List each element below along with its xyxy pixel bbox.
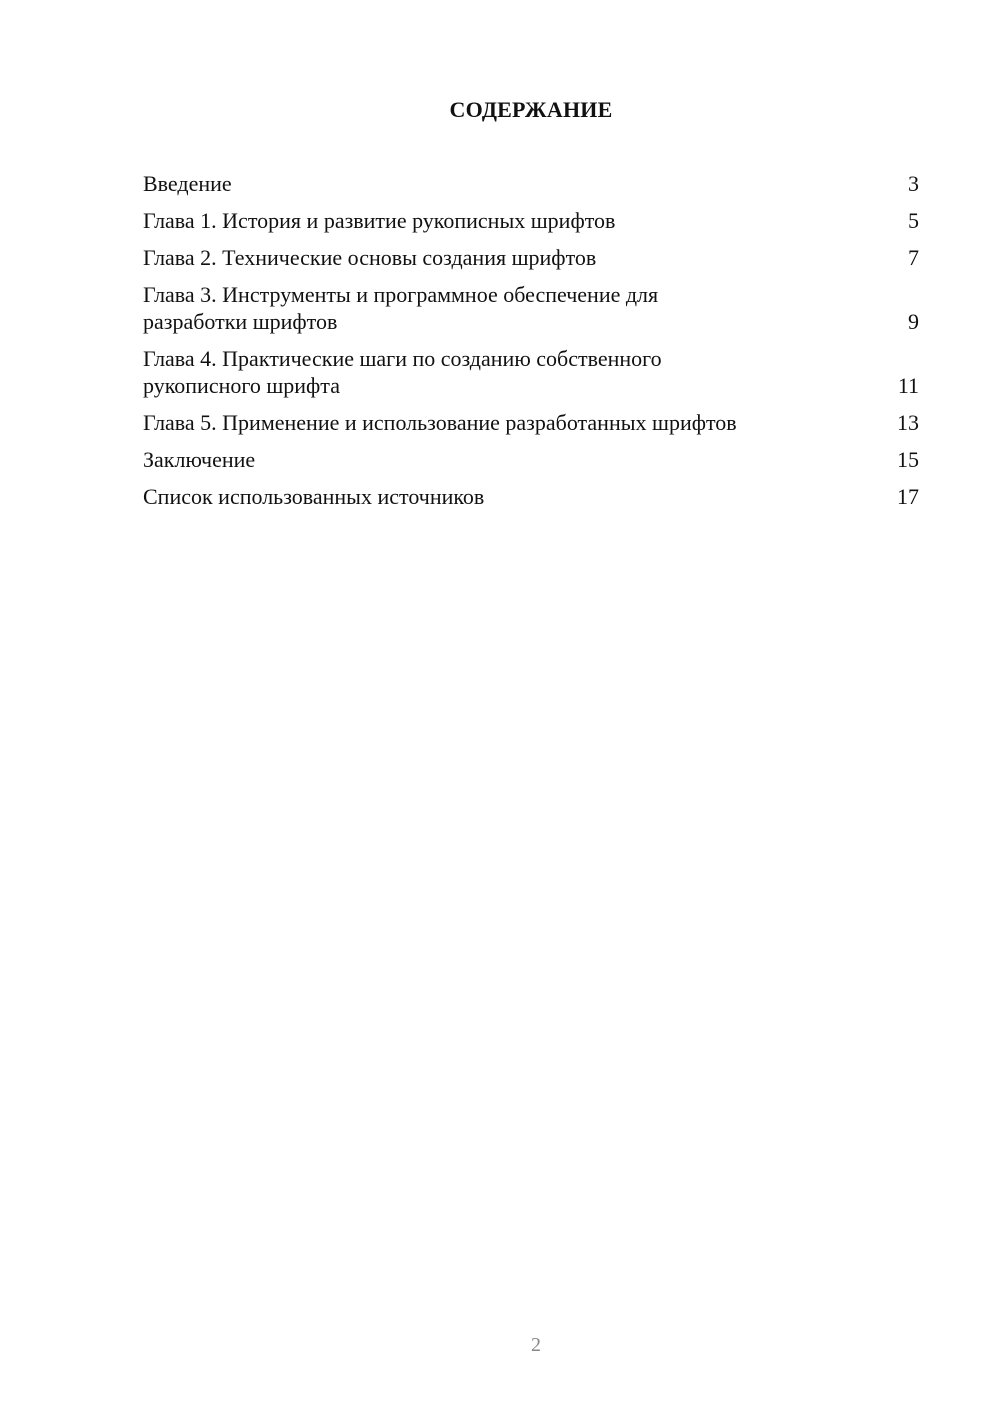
toc-entry-label: Глава 2. Технические основы создания шрифтов [143,245,597,270]
toc-entry-label: Глава 3. Инструменты и программное обеспечение для разработки шрифтов [143,282,659,334]
toc-entry-label: Список использованных источников [143,484,485,509]
toc-entry-chapter-4 [143,345,919,399]
toc-entry-label: Глава 1. История и развитие рукописных шрифтов [143,208,616,233]
toc-entry-chapter-2 [143,244,919,271]
table-of-contents [143,170,919,520]
toc-entry-page: 7 [908,245,919,270]
toc-entry-page: 15 [897,447,919,472]
toc-entry-chapter-5 [143,409,919,436]
toc-entry-introduction [143,170,919,197]
toc-entry-chapter-1 [143,207,919,234]
toc-entry-page: 13 [897,410,919,435]
page-number: 2 [531,1334,541,1356]
toc-entry-page: 11 [897,373,919,398]
toc-entry-label: Введение [143,171,232,196]
toc-entry-label: Глава 5. Применение и использование разработанных шрифтов [143,410,737,435]
toc-entry-page: 3 [908,171,919,196]
toc-entry-references [143,483,919,510]
toc-entry-page: 9 [908,309,919,334]
toc-entry-label: Глава 4. Практические шаги по созданию собственного рукописного шрифта [143,346,662,398]
toc-entry-conclusion [143,446,919,473]
toc-entry-label: Заключение [143,447,256,472]
toc-entry-chapter-3 [143,281,919,335]
page-title: СОДЕРЖАНИЕ [449,97,613,122]
toc-entry-page: 17 [897,484,919,509]
toc-entry-page: 5 [908,208,919,233]
